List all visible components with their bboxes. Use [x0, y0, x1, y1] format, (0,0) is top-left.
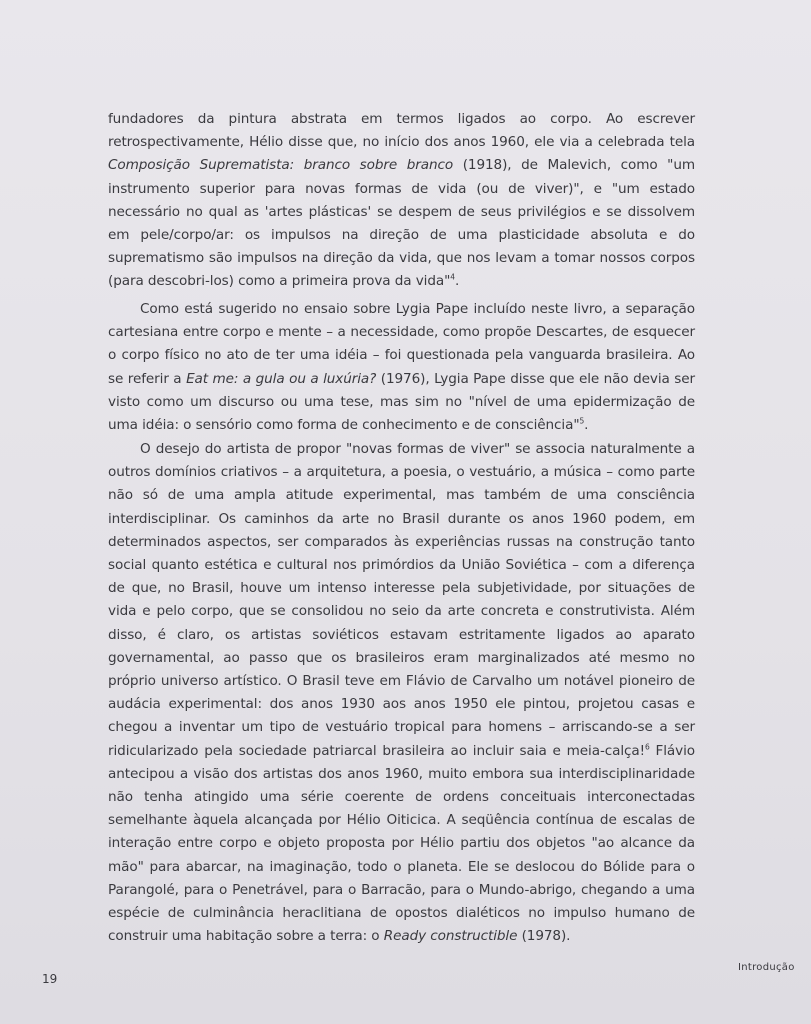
text-segment: . — [454, 273, 460, 290]
artwork-title: Composição Suprematista: branco sobre branco — [108, 157, 454, 174]
text-segment: O desejo do artista de propor "novas formas de viver" se associa naturalmente a outros domínios criativos – a arquitetura, a poesia, o vestuário, a música – como parte não só de uma ampla atitude experimental, mas também de uma consciência interdisciplinar. Os caminhos da arte no Brasil durante os anos 1960 podem, em determinados aspectos, ser comparados às experiências russas na construção tanto social quanto estética e cultural nos primórdios da União Soviética – com a diferença de que, no Brasil, houve um intenso interesse pela subjetividade, por situações de vida e pelo corpo, que se consolidou no seio da arte concreta e construtivista. Além disso, é claro, os artistas soviéticos estavam estritamente ligados ao aparato governamental, ao passo que os brasileiros eram marginalizados até mesmo no próprio universo artístico. O Brasil teve em Flávio de Carvalho um notável pioneiro de audácia experimental: dos anos 1930 aos anos 1950 ele pintou, projetou casas e chegou a inventar um tipo de vestuário tropical para homens – arriscando-se a ser ridicularizado pela sociedade patriarcal brasileira ao incluir saia e meia-calça! — [108, 441, 695, 759]
paragraph-2 — [108, 298, 695, 437]
text-segment: (1976), Lygia Pape disse que ele não devia ser visto como um discurso ou uma tese, mas sim no "nível de uma epidermização de uma idéia: o sensório como forma de conhecimento e de consciência" — [108, 370, 696, 434]
paragraph-3 — [108, 438, 695, 948]
artwork-title: Ready constructible — [383, 928, 518, 945]
text-segment: (1978). — [517, 928, 571, 945]
section-label: Introdução — [738, 962, 795, 973]
paragraph-text — [108, 298, 695, 437]
text-segment: Como está sugerido no ensaio sobre Lygia Pape incluído neste livro, a separação cartesiana entre corpo e mente – a necessidade, como propõe Descartes, de esquecer o corpo físico no ato de ter uma idéia – foi questionada pela vanguarda brasileira. Ao se referir a — [108, 301, 695, 387]
paragraph-text — [108, 438, 695, 948]
text-segment: . — [584, 417, 589, 434]
text-segment: fundadores da pintura abstrata em termos ligados ao corpo. Ao escrever retrospectivamente, Hélio disse que, no início dos anos 1960, ele via a celebrada tela — [108, 111, 695, 151]
paragraph-text — [108, 108, 695, 294]
page-number: 19 — [42, 972, 58, 986]
text-segment: (1918), de Malevich, como "um instrumento superior para novas formas de vida (ou de viver)", e "um estado necessário no qual as 'artes plásticas' se despem de seus privilégios e se dissolvem em pele/corpo/ar: os impulsos na direção de uma plasticidade absoluta e do suprematismo são impulsos na direção da vida, que nos levam a tomar nossos corpos (para descobri-los) como a primeira prova da vida" — [108, 157, 695, 290]
footnote-marker: 5 — [579, 416, 585, 426]
footnote-marker: 4 — [450, 272, 455, 282]
paragraph-1 — [108, 108, 695, 294]
artwork-title: Eat me: a gula ou a luxúria? — [186, 370, 377, 387]
text-segment: Flávio antecipou a visão dos artistas dos anos 1960, muito embora sua interdisciplinaridade não tenha atingido uma série coerente de ordens conceituais interconectadas semelhante àquela alcançada por Hélio Oiticica. A seqüência contínua de escalas de interação entre corpo e objeto proposta por Hélio partiu dos objetos "ao alcance da mão" para abarcar, na imaginação, todo o planeta. Ele se deslocou do Bólide para o Parangolé, para o Penetrável, para o Barracão, para o Mundo-abrigo, chegando a uma espécie de culminância heraclitiana de opostos dialéticos no impulso humano de construir uma habitação sobre a terra: o — [108, 742, 695, 945]
footnote-marker: 6 — [645, 742, 650, 752]
